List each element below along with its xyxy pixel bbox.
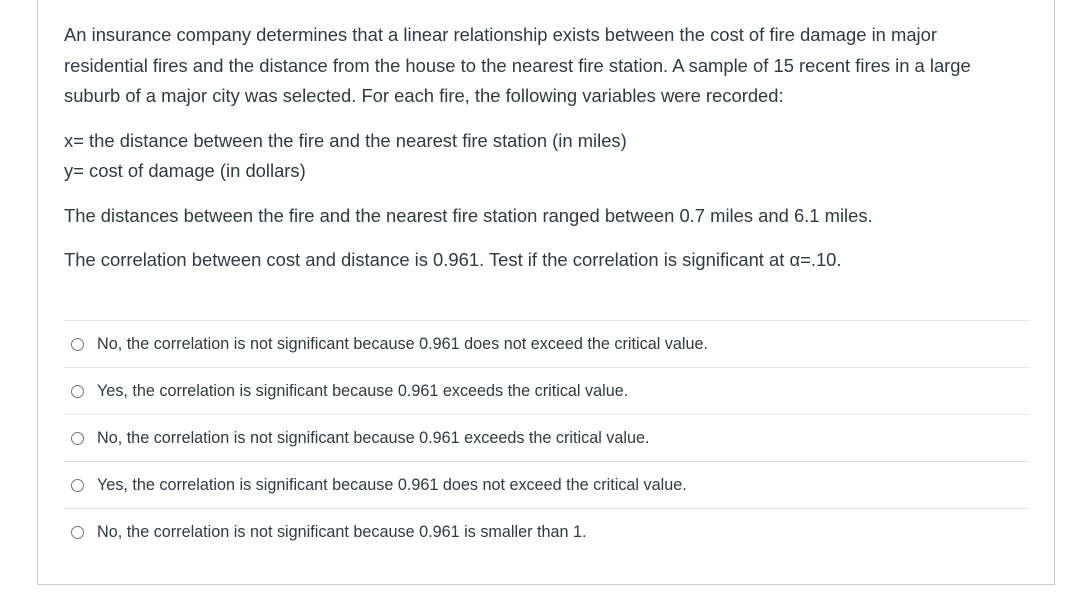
- answer-option[interactable]: [64, 321, 1030, 368]
- variable-x-definition: x= the distance between the fire and the nearest fire station (in miles): [64, 129, 627, 151]
- task-text: The correlation between cost and distance is 0.961. Test if the correlation is significant at α=.10.: [64, 249, 842, 270]
- answer-label[interactable]: Yes, the correlation is significant because 0.961 does not exceed the critical value.: [97, 475, 687, 494]
- radio-button[interactable]: [71, 479, 84, 492]
- answer-option[interactable]: [64, 415, 1030, 462]
- variable-definitions: [64, 126, 1024, 187]
- radio-button[interactable]: [71, 338, 84, 351]
- answer-option[interactable]: [64, 462, 1030, 509]
- distance-range-text: The distances between the fire and the nearest fire station ranged between 0.7 miles and 6.1 miles.: [64, 204, 873, 226]
- radio-button[interactable]: [71, 432, 84, 445]
- variable-y-definition: y= cost of damage (in dollars): [64, 160, 306, 181]
- radio-button[interactable]: [71, 526, 84, 539]
- answer-label[interactable]: No, the correlation is not significant because 0.961 exceeds the critical value.: [97, 428, 650, 447]
- question-intro: An insurance company determines that a linear relationship exists between the cost of fire damage in major residential fires and the distance from the house to the nearest fire station. A sample of 15 recent fires in a large suburb of a major city was selected. For each fire, the following variables were recorded:: [64, 24, 971, 106]
- answer-label[interactable]: No, the correlation is not significant because 0.961 is smaller than 1.: [97, 523, 587, 541]
- answer-option[interactable]: [64, 368, 1030, 415]
- answer-label[interactable]: No, the correlation is not significant because 0.961 does not exceed the critical value.: [97, 334, 708, 353]
- question-panel: [37, 0, 1055, 585]
- question-text: [64, 20, 1024, 290]
- answer-list: [64, 320, 1030, 556]
- answer-label[interactable]: Yes, the correlation is significant because 0.961 exceeds the critical value.: [97, 381, 629, 400]
- answer-option[interactable]: [64, 509, 1030, 556]
- radio-button[interactable]: [71, 385, 84, 398]
